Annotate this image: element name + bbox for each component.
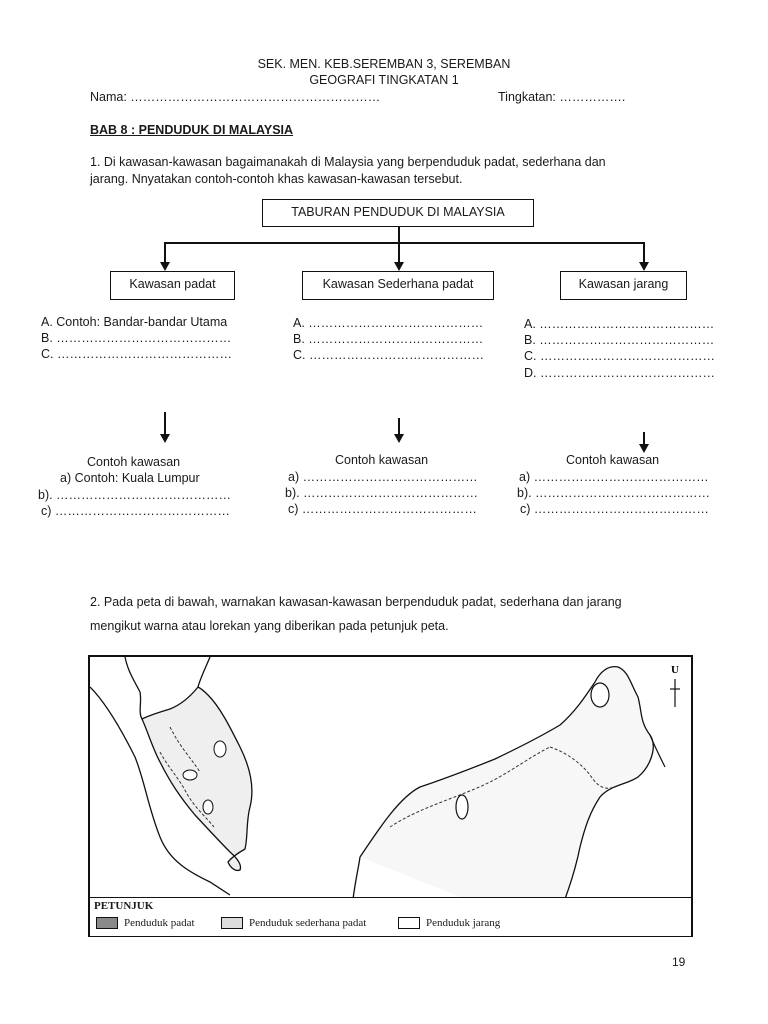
root-box bbox=[262, 199, 534, 227]
connector-left bbox=[164, 242, 166, 262]
form-field: Tingkatan: ……………. bbox=[498, 90, 626, 104]
legend-swatch-moderate bbox=[221, 917, 243, 929]
col3-box bbox=[560, 271, 687, 300]
col3-examples-title: Contoh kawasan bbox=[566, 453, 660, 467]
col2-example: a) …………………………………… bbox=[288, 470, 478, 484]
borneo-region bbox=[591, 683, 609, 707]
arrow-right-icon bbox=[639, 262, 649, 271]
down-arrow-col1-icon bbox=[160, 434, 170, 443]
root-label: TABURAN PENDUDUK DI MALAYSIA bbox=[291, 205, 505, 219]
col3-item: A. …………………………………… bbox=[524, 317, 715, 331]
col1-example: a) Contoh: Kuala Lumpur bbox=[60, 471, 200, 485]
map-frame bbox=[88, 655, 693, 937]
question1-line2: jarang. Nnyatakan contoh-contoh khas kawasan-kawasan tersebut. bbox=[90, 172, 463, 186]
legend-swatch-dense bbox=[96, 917, 118, 929]
col3-item: B. …………………………………… bbox=[524, 333, 715, 347]
col1-example: b). …………………………………… bbox=[38, 488, 232, 502]
arrow-mid-icon bbox=[394, 262, 404, 271]
down-arrow-col2-icon bbox=[394, 434, 404, 443]
col2-box bbox=[302, 271, 494, 300]
legend-title: PETUNJUK bbox=[94, 900, 154, 912]
col2-title: Kawasan Sederhana padat bbox=[322, 277, 474, 291]
col1-title: Kawasan padat bbox=[129, 277, 216, 291]
col3-item: D. …………………………………… bbox=[524, 366, 715, 380]
school-name: SEK. MEN. KEB.SEREMBAN 3, SEREMBAN bbox=[257, 57, 511, 71]
question2-line1: 2. Pada peta di bawah, warnakan kawasan-kawasan berpenduduk padat, sederhana dan jarang bbox=[90, 595, 622, 609]
col2-example: b). …………………………………… bbox=[285, 486, 479, 500]
thailand-coast bbox=[125, 657, 142, 719]
col1-item: A. Contoh: Bandar-bandar Utama bbox=[41, 315, 228, 329]
question1-line1: 1. Di kawasan-kawasan bagaimanakah di Malaysia yang berpenduduk padat, sederhana dan bbox=[90, 155, 606, 169]
col3-item: C. …………………………………… bbox=[524, 349, 715, 363]
col2-item: C. …………………………………… bbox=[293, 348, 484, 362]
col2-examples-title: Contoh kawasan bbox=[335, 453, 429, 467]
col1-box bbox=[110, 271, 235, 300]
malaysia-map bbox=[90, 657, 691, 935]
north-label: U bbox=[671, 664, 679, 676]
col1-item: B. …………………………………… bbox=[41, 331, 232, 345]
col1-item: C. …………………………………… bbox=[41, 347, 232, 361]
col2-item: A. …………………………………… bbox=[293, 316, 484, 330]
peninsular-region bbox=[214, 741, 226, 757]
arrow-left-icon bbox=[160, 262, 170, 271]
down-connector-col1 bbox=[164, 412, 166, 436]
col2-item: B. …………………………………… bbox=[293, 332, 484, 346]
chapter-title: BAB 8 : PENDUDUK DI MALAYSIA bbox=[90, 123, 294, 137]
borneo-island bbox=[350, 667, 653, 935]
legend-label-dense: Penduduk padat bbox=[124, 917, 195, 929]
legend-label-sparse: Penduduk jarang bbox=[426, 917, 501, 929]
legend-swatch-sparse bbox=[398, 917, 420, 929]
col3-title: Kawasan jarang bbox=[578, 277, 669, 291]
connector-horizontal bbox=[164, 242, 645, 244]
page-number: 19 bbox=[672, 955, 686, 969]
connector-right bbox=[643, 242, 645, 262]
peninsular-region bbox=[183, 770, 197, 780]
peninsular-malaysia bbox=[142, 687, 252, 870]
col3-example: a) …………………………………… bbox=[519, 470, 709, 484]
borneo-region bbox=[456, 795, 468, 819]
question2-line2: mengikut warna atau lorekan yang diberikan pada petunjuk peta. bbox=[90, 619, 449, 633]
legend-label-moderate: Penduduk sederhana padat bbox=[249, 917, 367, 929]
down-arrow-col3-icon bbox=[639, 444, 649, 453]
col3-example: b). …………………………………… bbox=[517, 486, 711, 500]
thailand-east-coast bbox=[198, 657, 210, 687]
connector-root bbox=[398, 227, 400, 243]
peninsular-region bbox=[203, 800, 213, 814]
col1-example: c) …………………………………… bbox=[41, 504, 230, 518]
col1-examples-title: Contoh kawasan bbox=[87, 455, 181, 469]
legend-panel bbox=[90, 897, 691, 936]
col2-example: c) …………………………………… bbox=[288, 502, 477, 516]
name-field: Nama: …………………………………………………… bbox=[90, 90, 381, 104]
col3-example: c) …………………………………… bbox=[520, 502, 709, 516]
subject-title: GEOGRAFI TINGKATAN 1 bbox=[309, 73, 459, 87]
connector-mid bbox=[398, 242, 400, 262]
